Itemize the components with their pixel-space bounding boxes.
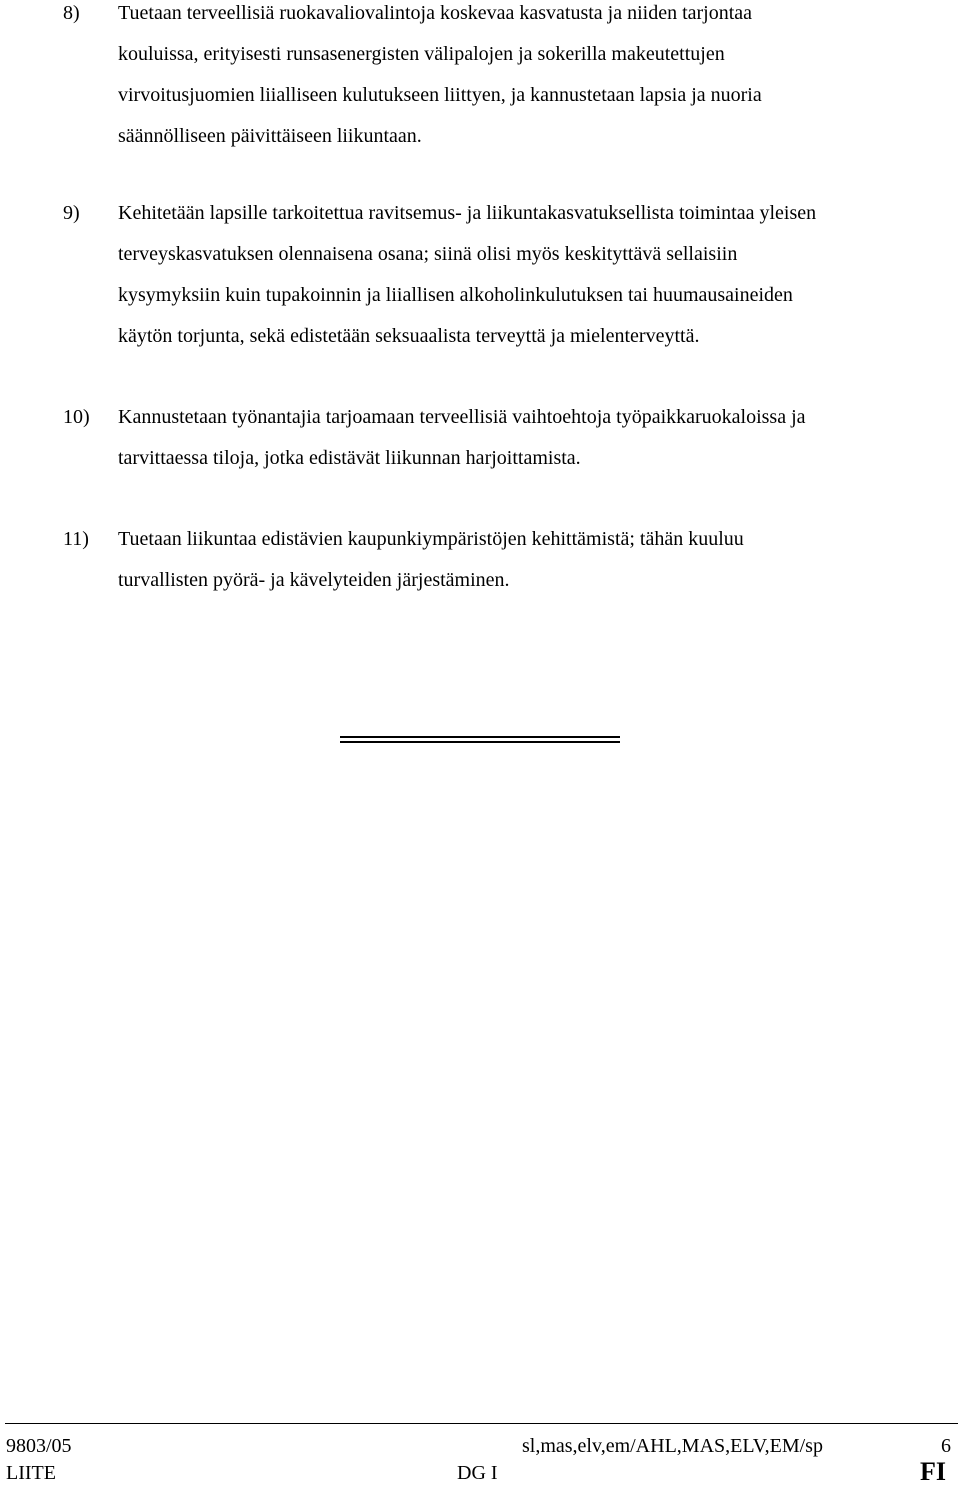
item-number: 10) <box>63 406 90 428</box>
footer-rule <box>5 1423 958 1424</box>
item-line: säännölliseen päivittäiseen liikuntaan. <box>118 125 422 147</box>
item-line: kouluissa, erityisesti runsasenergisten välipalojen ja sokerilla makeutettujen <box>118 43 725 65</box>
item-text <box>118 397 948 479</box>
item-line: turvallisten pyörä- ja kävelyteiden järjestäminen. <box>118 569 510 591</box>
item-line: terveyskasvatuksen olennaisena osana; siinä olisi myös keskityttävä sellaisiin <box>118 243 738 265</box>
item-line: käytön torjunta, sekä edistetään seksuaalista terveyttä ja mielenterveyttä. <box>118 325 700 347</box>
item-line: Tuetaan terveellisiä ruokavaliovalintoja koskevaa kasvatusta ja niiden tarjontaa <box>118 2 753 24</box>
item-line: kysymyksiin kuin tupakoinnin ja liiallisen alkoholinkulutuksen tai huumausaineiden <box>118 284 793 306</box>
footer-directorate: DG I <box>457 1462 498 1484</box>
item-line: Kehitetään lapsille tarkoitettua ravitsemus- ja liikuntakasvatuksellista toimintaa yleisen <box>118 202 817 224</box>
footer-annex: LIITE <box>6 1462 56 1484</box>
item-text <box>118 193 948 357</box>
footer-language: FI <box>920 1457 946 1486</box>
item-line: Tuetaan liikuntaa edistävien kaupunkiympäristöjen kehittämistä; tähän kuuluu <box>118 528 744 550</box>
item-line: virvoitusjuomien liialliseen kulutukseen liittyen, ja kannustetaan lapsia ja nuoria <box>118 84 762 106</box>
footer-reference: sl,mas,elv,em/AHL,MAS,ELV,EM/sp <box>522 1435 823 1457</box>
footer-doc-number: 9803/05 <box>6 1435 72 1457</box>
item-text <box>118 519 948 601</box>
item-number: 9) <box>63 202 80 224</box>
item-line: tarvittaessa tiloja, jotka edistävät liikunnan harjoittamista. <box>118 447 581 469</box>
end-rule-top <box>340 736 620 738</box>
item-line: Kannustetaan työnantajia tarjoamaan terveellisiä vaihtoehtoja työpaikkaruokaloissa ja <box>118 406 806 428</box>
footer-page-number: 6 <box>941 1435 951 1457</box>
item-number: 8) <box>63 2 80 24</box>
item-text <box>118 0 948 157</box>
end-rule-bottom <box>340 741 620 743</box>
item-number: 11) <box>63 528 89 550</box>
